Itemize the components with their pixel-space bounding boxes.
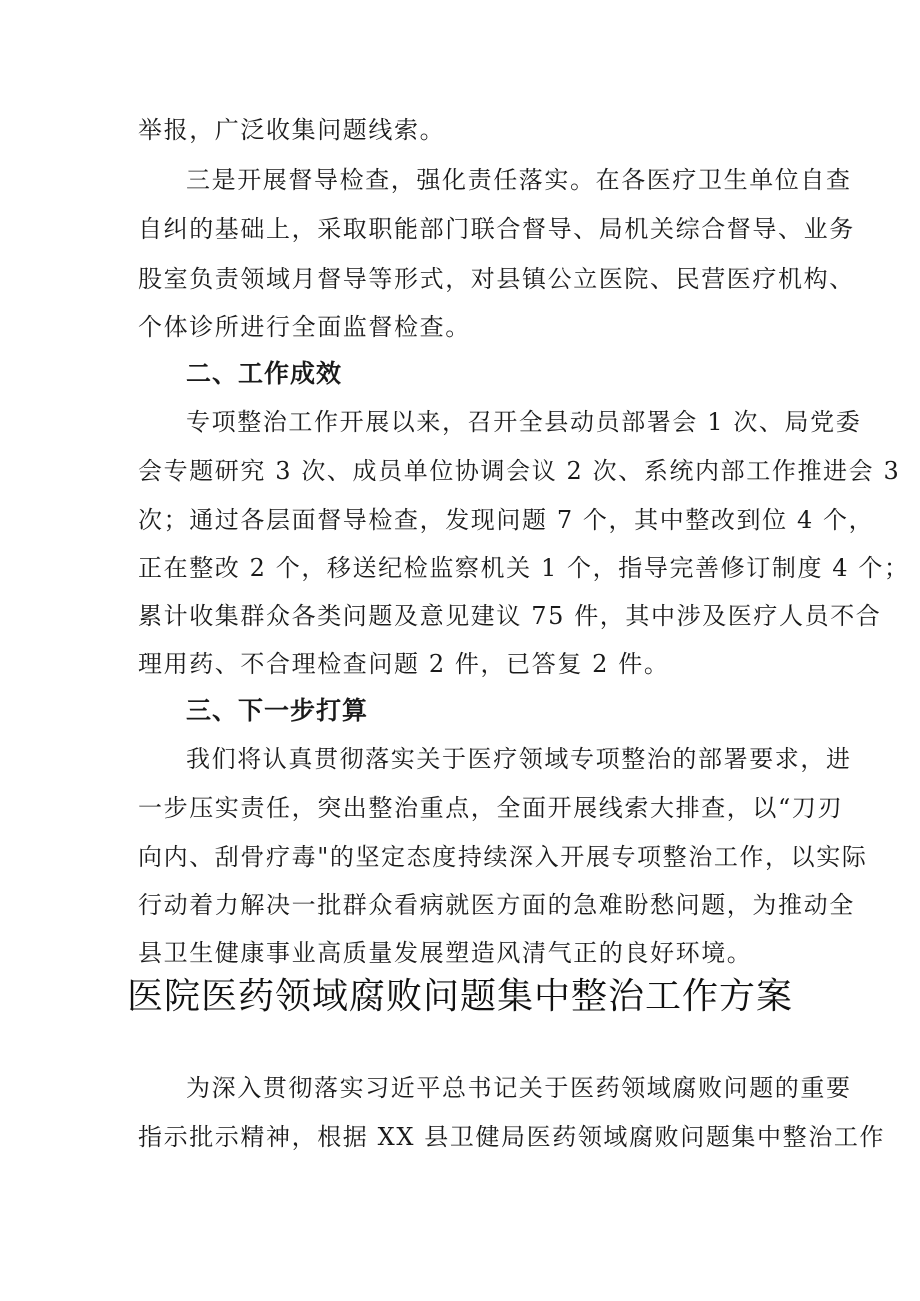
paragraph-line: 举报，广泛收集问题线索。 (138, 116, 446, 144)
paragraph-line: 行动着力解决一批群众看病就医方面的急难盼愁问题，为推动全 (138, 891, 855, 919)
section-heading: 三、下一步打算 (186, 696, 369, 725)
paragraph-line: 我们将认真贯彻落实关于医疗领域专项整治的部署要求，进 (186, 745, 852, 773)
paragraph-line: 为深入贯彻落实习近平总书记关于医药领域腐败问题的重要 (186, 1074, 852, 1102)
paragraph-line: 股室负责领域月督导等形式，对县镇公立医院、民营医疗机构、 (138, 265, 855, 293)
paragraph-line: 专项整治工作开展以来，召开全县动员部署会 1 次、局党委 (186, 408, 862, 436)
paragraph-line: 累计收集群众各类问题及意见建议 75 件，其中涉及医疗人员不合 (138, 602, 882, 630)
paragraph-line: 理用药、不合理检查问题 2 件，已答复 2 件。 (138, 650, 670, 678)
paragraph-line: 会专题研究 3 次、成员单位协调会议 2 次、系统内部工作推进会 3 (138, 457, 901, 485)
paragraph-line: 指示批示精神，根据 XX 县卫健局医药领域腐败问题集中整治工作 (138, 1123, 886, 1151)
document-title: 医院医药领域腐败问题集中整治工作方案 (126, 976, 793, 1017)
paragraph-line: 次；通过各层面督导检查，发现问题 7 个，其中整改到位 4 个， (138, 506, 875, 534)
paragraph-line: 自纠的基础上，采取职能部门联合督导、局机关综合督导、业务 (138, 215, 855, 243)
paragraph-line: 向内、刮骨疗毒"的坚定态度持续深入开展专项整治工作，以实际 (138, 843, 868, 871)
paragraph-line: 正在整改 2 个，移送纪检监察机关 1 个，指导完善修订制度 4 个； (138, 554, 910, 582)
paragraph-line: 个体诊所进行全面监督检查。 (138, 313, 471, 341)
paragraph-line: 三是开展督导检查，强化责任落实。在各医疗卫生单位自查 (186, 166, 852, 194)
section-heading: 二、工作成效 (186, 359, 343, 388)
paragraph-line: 县卫生健康事业高质量发展塑造风清气正的良好环境。 (138, 939, 753, 967)
paragraph-line: 一步压实责任，突出整治重点，全面开展线索大排查，以“刀刃 (138, 794, 844, 822)
